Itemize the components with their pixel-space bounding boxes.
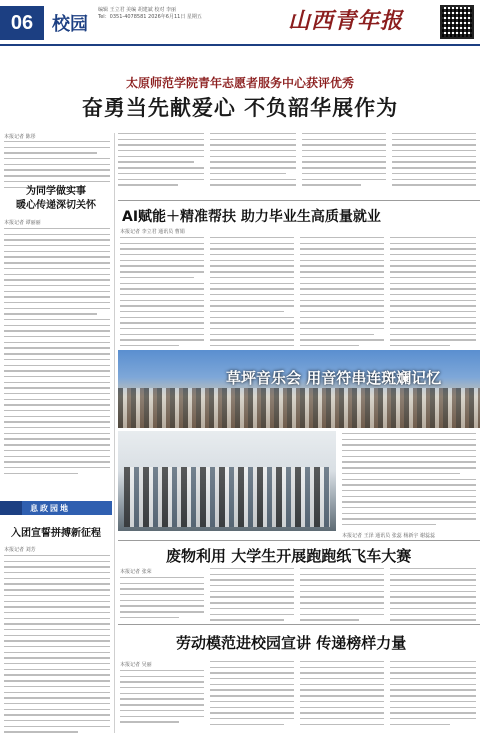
group-photo-detail [124, 467, 330, 527]
ai-text-col1 [120, 237, 204, 351]
qr-code-icon [440, 5, 474, 39]
edition-meta [98, 7, 258, 21]
ai-text-col2 [210, 237, 294, 351]
page-number: 06 [0, 6, 44, 40]
meta-date: Tel：0351-4078581 2026年6月11日 星期五 [98, 14, 202, 20]
left-column-divider [114, 133, 115, 733]
audience-photo-detail [118, 388, 480, 428]
story1-byline: 本报记者 谭丽丽 [4, 220, 41, 226]
waste-text-col2 [210, 568, 294, 625]
labor-top-rule [118, 624, 480, 625]
labor-headline: 劳动模范进校园宣讲 传递榜样力量 [176, 634, 407, 652]
story2-byline: 本报记者 刘芳 [4, 547, 36, 553]
story1-title-line2: 暖心传递深切关怀 [16, 200, 96, 211]
ai-text-col3 [300, 237, 384, 351]
section-name: 校园 [52, 14, 88, 35]
waste-top-rule [118, 540, 480, 541]
lead-text-col2 [118, 133, 204, 190]
story1-text [4, 228, 110, 478]
waste-headline: 废物利用 大学生开展跑跑纸飞车大赛 [166, 547, 412, 565]
labor-byline: 本报记者 吴丽 [120, 662, 152, 668]
header-rule [0, 44, 480, 46]
photo-story-byline: 本报记者 王泽 通讯员 张蕊 杨新宇 谢蕊蕊 [342, 533, 435, 539]
photo-story-headline: 草坪音乐会 用音符串连斑斓记忆 [226, 369, 442, 387]
lead-text-col3 [210, 133, 296, 190]
waste-text-col4 [390, 568, 476, 625]
photo-story-text [342, 433, 476, 530]
concert-photo [118, 350, 480, 428]
labor-text-col3 [300, 661, 384, 729]
newspaper-logo: 山西青年报 [288, 8, 404, 34]
lead-kicker: 太原师范学院青年志愿者服务中心获评优秀 [125, 76, 354, 90]
ai-text-col4 [390, 237, 476, 351]
waste-text-col3 [300, 568, 384, 625]
group-photo [118, 431, 336, 531]
labor-text-col4 [390, 661, 476, 729]
labor-text-col2 [210, 661, 294, 729]
waste-text-col1 [120, 577, 204, 623]
story2-text [4, 555, 110, 737]
story1-title-line1: 为同学做实事 [26, 186, 86, 197]
waste-byline: 本报记者 张荣 [120, 569, 152, 575]
masthead [0, 0, 480, 44]
labor-text-col1 [120, 670, 204, 727]
meta-staff: 编辑 王立君 美编 胡建斌 校对 李丽 [98, 7, 176, 13]
lead-text-col5 [392, 133, 476, 190]
ai-byline: 本报记者 李立君 通讯员 曹娟 [120, 229, 185, 235]
story2-title: 入团宣誓拼搏新征程 [11, 528, 101, 539]
lead-byline: 本报记者 陈彤 [4, 134, 36, 140]
lead-headline: 奋勇当先献爱心 不负韶华展作为 [81, 96, 399, 120]
section-band [0, 501, 112, 515]
lead-text-col4 [302, 133, 386, 190]
ai-headline: AI赋能＋精准帮扶 助力毕业生高质量就业 [122, 209, 381, 225]
ai-top-rule [118, 200, 480, 201]
section-band-label: 息政园地 [30, 504, 70, 513]
